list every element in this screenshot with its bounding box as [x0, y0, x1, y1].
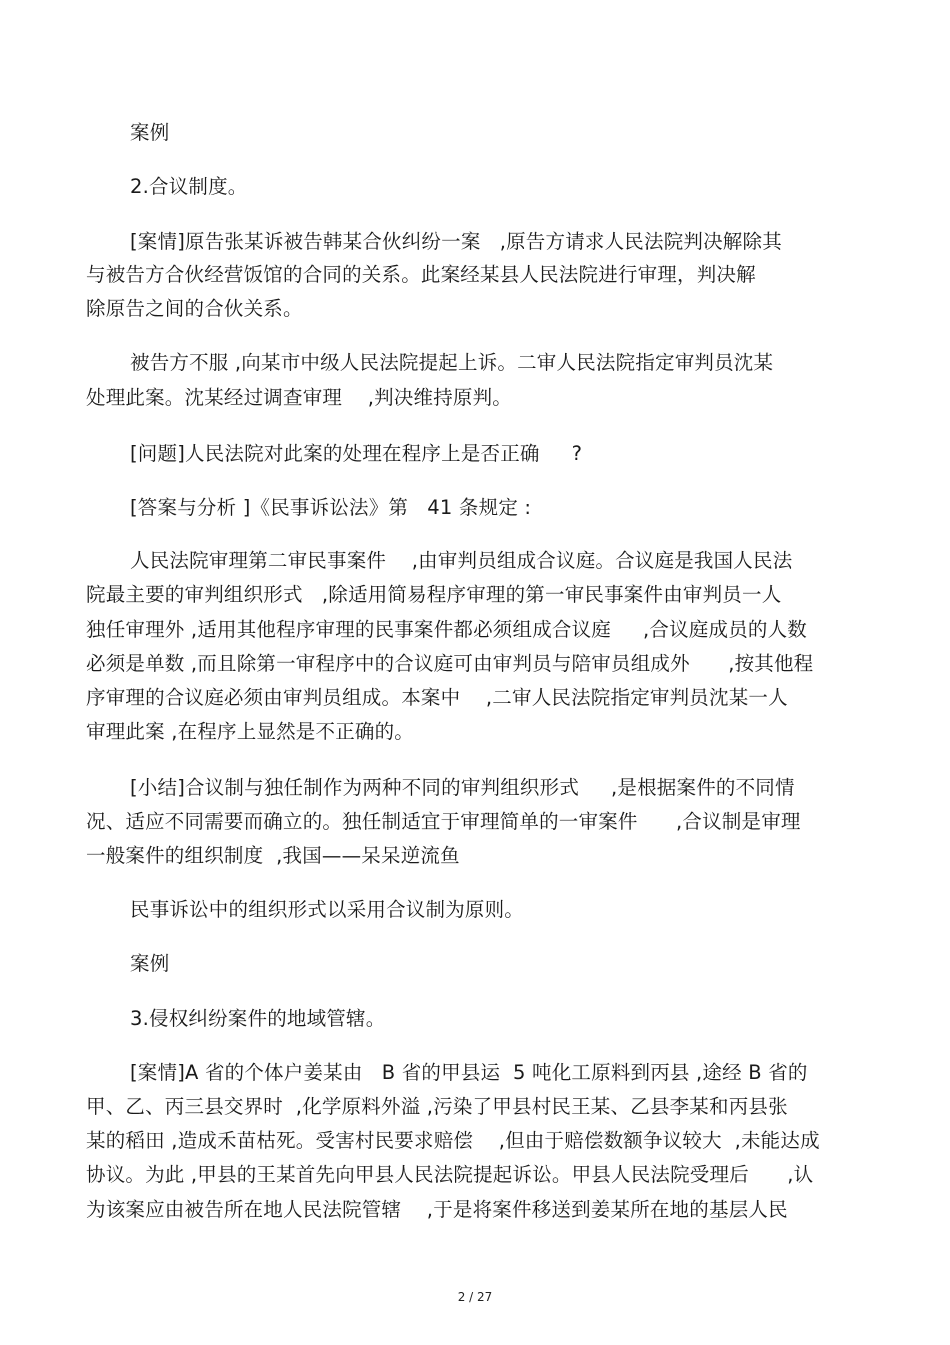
paragraph-line: 除原告之间的合伙关系。: [86, 297, 303, 320]
paragraph-line: 为该案应由被告所在地人民法院管辖 ,于是将案件移送到姜某所在地的基层人民: [86, 1198, 788, 1221]
paragraph-line: 协议。为此 ,甲县的王某首先向甲县人民法院提起诉讼。甲县人民法院受理后 ,认: [86, 1163, 814, 1186]
paragraph-line: 案例: [130, 952, 170, 975]
paragraph-line: [小结]合议制与独任制作为两种不同的审判组织形式 ,是根据案件的不同情: [130, 776, 795, 799]
paragraph-line: 2.合议制度。: [130, 175, 248, 198]
paragraph-line: [案情]原告张某诉被告韩某合伙纠纷一案 ,原告方请求人民法院判决解除其: [130, 230, 782, 253]
paragraph-line: 独任审理外 ,适用其他程序审理的民事案件都必须组成合议庭 ,合议庭成员的人数: [86, 618, 807, 641]
paragraph-line: [答案与分析 ]《民事诉讼法》第 41 条规定 :: [130, 496, 532, 519]
paragraph-line: [问题]人民法院对此案的处理在程序上是否正确 ?: [130, 442, 583, 465]
paragraph-line: 民事诉讼中的组织形式以采用合议制为原则。: [130, 898, 525, 921]
paragraph-line: 被告方不服 ,向某市中级人民法院提起上诉。二审人民法院指定审判员沈某: [130, 351, 774, 374]
paragraph-line: 某的稻田 ,造成禾苗枯死。受害村民要求赔偿 ,但由于赔偿数额争议较大 ,未能达成: [86, 1129, 820, 1152]
paragraph-line: [案情]A 省的个体户姜某由 B 省的甲县运 5 吨化工原料到丙县 ,途经 B 省的: [130, 1061, 808, 1084]
paragraph-line: 案例: [130, 121, 170, 144]
paragraph-line: 一般案件的组织制度 ,我国——呆呆逆流鱼: [86, 844, 460, 867]
paragraph-line: 甲、乙、丙三县交界时 ,化学原料外溢 ,污染了甲县村民王某、乙县李某和丙县张: [86, 1095, 788, 1118]
paragraph-line: 院最主要的审判组织形式 ,除适用简易程序审理的第一审民事案件由审判员一人: [86, 583, 782, 606]
page-number: 2 / 27: [457, 1290, 493, 1304]
paragraph-line: 人民法院审理第二审民事案件 ,由审判员组成合议庭。合议庭是我国人民法: [130, 549, 793, 572]
paragraph-line: 与被告方合伙经营饭馆的合同的关系。此案经某县人民法院进行审理，判决解: [86, 263, 756, 286]
paragraph-line: 况、适应不同需要而确立的。独任制适宜于审理简单的一审案件 ,合议制是审理: [86, 810, 801, 833]
paragraph-line: 必须是单数 ,而且除第一审程序中的合议庭可由审判员与陪审员组成外 ,按其他程: [86, 652, 814, 675]
paragraph-line: 3.侵权纠纷案件的地域管辖。: [130, 1007, 386, 1030]
paragraph-line: 处理此案。沈某经过调查审理 ,判决维持原判。: [86, 386, 512, 409]
paragraph-line: 审理此案 ,在程序上显然是不正确的。: [86, 720, 414, 743]
paragraph-line: 序审理的合议庭必须由审判员组成。本案中 ,二审人民法院指定审判员沈某一人: [86, 686, 788, 709]
